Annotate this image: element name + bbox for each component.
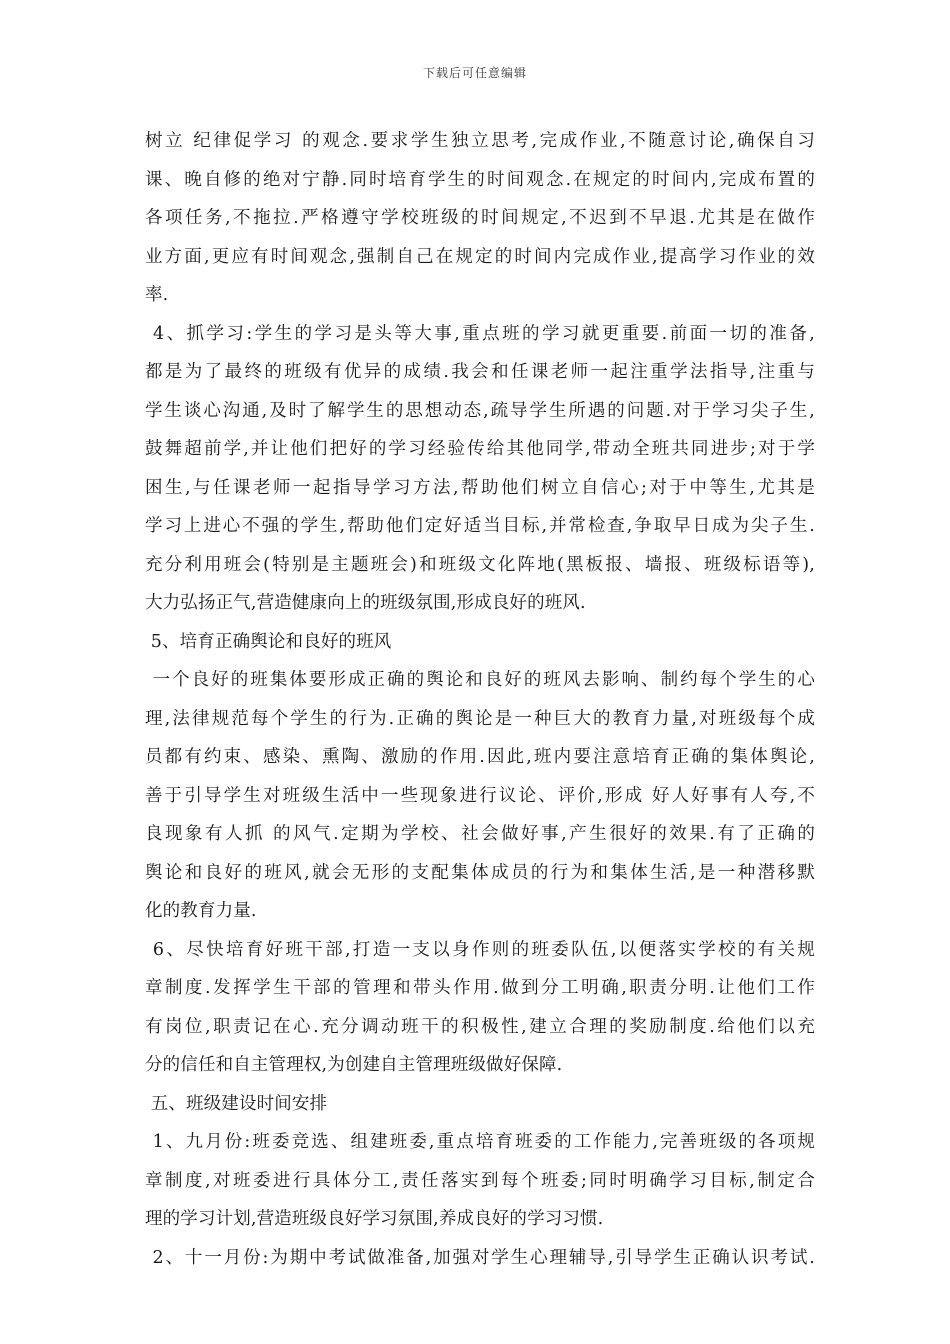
text-line: 树立 纪律促学习 的观念.要求学生独立思考,完成作业,不随意讨论,确保自习: [145, 131, 815, 151]
text-line: 善于引导学生对班级生活中一些现象进行议论、评价,形成 好人好事有人夸,不: [145, 785, 815, 806]
text-line: 困生,与任课老师一起指导学习方法,帮助他们树立自信心;对于中等生,尤其是: [145, 477, 815, 498]
text-line: 5、培育正确舆论和良好的班风: [145, 631, 392, 652]
text-line: 鼓舞超前学,并让他们把好的学习经验传给其他同学,带动全班共同进步;对于学: [145, 439, 815, 459]
document-body: [145, 122, 815, 1277]
text-line: 大力弘扬正气,营造健康向上的班级氛围,形成良好的班风.: [145, 593, 586, 613]
text-line: 业方面,更应有时间观念,强制自己在规定的时间内完成作业,提高学习作业的效: [145, 246, 815, 267]
text-line: 分的信任和自主管理权,为创建自主管理班级做好保障.: [145, 1055, 563, 1075]
text-line: 一个良好的班集体要形成正确的舆论和良好的班风去影响、制约每个学生的心: [145, 670, 815, 690]
page-header: 下载后可任意编辑: [422, 66, 527, 80]
text-line: 课、晚自修的绝对宁静.同时培育学生的时间观念.在规定的时间内,完成布置的: [145, 169, 815, 190]
text-line: 4、抓学习:学生的学习是头等大事,重点班的学习就更重要.前面一切的准备,: [145, 323, 815, 344]
text-line: 都是为了最终的班级有优异的成绩.我会和任课老师一起注重学法指导,注重与: [145, 362, 815, 382]
text-line: 充分利用班会(特别是主题班会)和班级文化阵地(黑板报、墙报、班级标语等),: [145, 554, 815, 575]
text-line: 6、尽快培育好班干部,打造一支以身作则的班委队伍,以便落实学校的有关规: [145, 939, 815, 960]
text-line: 良现象有人抓 的风气.定期为学校、社会做好事,产生很好的效果.有了正确的: [145, 824, 815, 844]
text-line: 员都有约束、感染、熏陶、激励的作用.因此,班内要注意培育正确的集体舆论,: [145, 747, 815, 767]
text-line: 学生谈心沟通,及时了解学生的思想动态,疏导学生所遇的问题.对于学习尖子生,: [145, 400, 815, 421]
text-line: 各项任务,不拖拉.严格遵守学校班级的时间规定,不迟到不早退.尤其是在做作: [145, 208, 815, 228]
text-line: 章制度.发挥学生干部的管理和带头作用.做到分工明确,职责分明.让他们工作: [145, 978, 815, 998]
text-line: 舆论和良好的班风,就会无形的支配集体成员的行为和集体生活,是一种潜移默: [145, 862, 815, 883]
text-line: 五、班级建设时间安排: [145, 1093, 328, 1114]
text-line: 有岗位,职责记在心.充分调动班干的积极性,建立合理的奖励制度.给他们以充: [145, 1016, 815, 1037]
text-line: 理,法律规范每个学生的行为.正确的舆论是一种巨大的教育力量,对班级每个成: [145, 708, 815, 729]
text-line: 1、九月份:班委竞选、组建班委,重点培育班委的工作能力,完善班级的各项规: [145, 1132, 815, 1152]
text-line: 学习上进心不强的学生,帮助他们定好适当目标,并常检查,争取早日成为尖子生.: [145, 516, 815, 536]
text-line: 2、十一月份:为期中考试做准备,加强对学生心理辅导,引导学生正确认识考试.: [145, 1247, 815, 1268]
text-line: 理的学习计划,营造班级良好学习氛围,养成良好的学习习惯.: [145, 1209, 604, 1229]
text-line: 率.: [145, 285, 169, 305]
text-line: 章制度,对班委进行具体分工,责任落实到每个班委;同时明确学习目标,制定合: [145, 1170, 815, 1191]
text-line: 化的教育力量.: [145, 901, 257, 921]
